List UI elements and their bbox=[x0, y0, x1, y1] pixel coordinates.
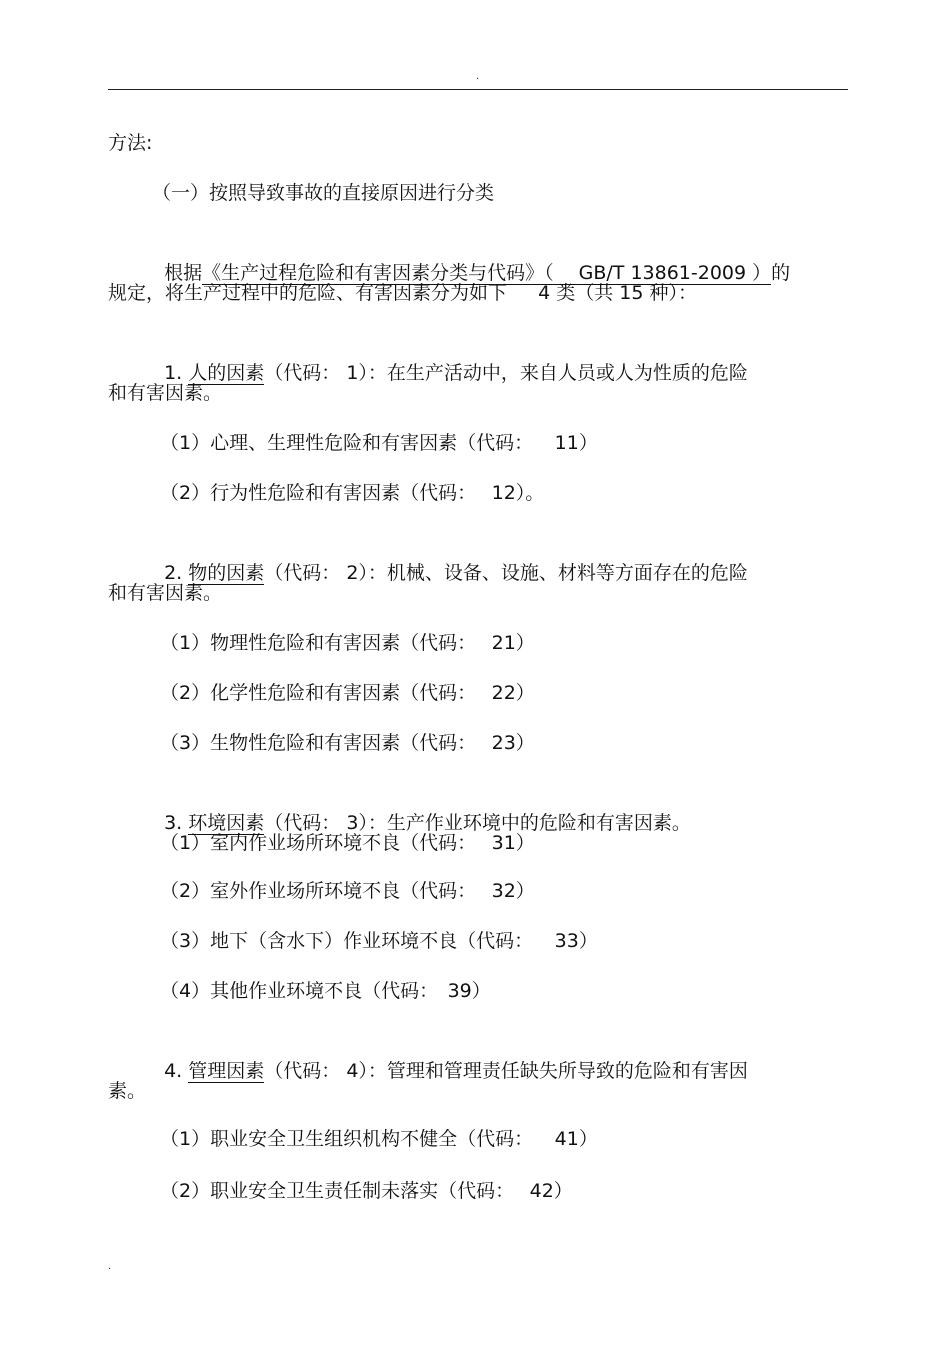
category-4-number: 4. bbox=[164, 1060, 189, 1082]
category-4-title: 管理因素 bbox=[188, 1060, 265, 1082]
category-4-desc: （代码： 4）：管理和管理责任缺失所导致的危险和有害因 bbox=[264, 1060, 748, 1082]
category-2-desc-cont: 和有害因素。 bbox=[108, 582, 223, 604]
item-33: （3）地下（含水下）作业环境不良（代码： 33） bbox=[160, 930, 598, 952]
item-42: （2）职业安全卫生责任制未落实（代码： 42） bbox=[160, 1180, 573, 1202]
category-3-desc: （代码： 3）：生产作业环境中的危险和有害因素。 bbox=[264, 812, 691, 834]
category-3-title: 环境因素 bbox=[188, 812, 265, 834]
item-23: （3）生物性危险和有害因素（代码： 23） bbox=[160, 732, 535, 754]
category-2-desc: （代码： 2）：机械、设备、设施、材料等方面存在的危险 bbox=[264, 562, 748, 584]
header-rule bbox=[108, 89, 848, 90]
item-32: （2）室外作业场所环境不良（代码： 32） bbox=[160, 880, 535, 902]
standard-reference: 《生产过程危险和有害因素分类与代码》（ GB/T 13861-2009 ） bbox=[202, 262, 772, 284]
category-1-number: 1. bbox=[164, 362, 189, 384]
category-4-desc-cont: 素。 bbox=[108, 1080, 147, 1102]
intro-line-1 bbox=[152, 228, 848, 284]
item-22: （2）化学性危险和有害因素（代码： 22） bbox=[160, 682, 535, 704]
category-2-number: 2. bbox=[164, 562, 189, 584]
item-12: （2）行为性危险和有害因素（代码： 12）。 bbox=[160, 482, 545, 504]
item-21: （1）物理性危险和有害因素（代码： 21） bbox=[160, 632, 535, 654]
category-1-desc: （代码： 1）：在生产活动中，来自人员或人为性质的危险 bbox=[264, 362, 748, 384]
category-2 bbox=[152, 528, 748, 584]
category-4 bbox=[152, 1026, 748, 1082]
item-31: （1）室内作业场所环境不良（代码： 31） bbox=[160, 832, 535, 854]
intro-line-2: 规定，将生产过程中的危险、有害因素分为如下 4 类（共 15 种）： bbox=[108, 282, 697, 304]
category-1-title: 人的因素 bbox=[188, 362, 265, 384]
category-1-desc-cont: 和有害因素。 bbox=[108, 382, 223, 404]
intro-tail: 的 bbox=[771, 262, 791, 284]
item-39: （4）其他作业环境不良（代码： 39） bbox=[160, 980, 491, 1002]
item-41: （1）职业安全卫生组织机构不健全（代码： 41） bbox=[160, 1128, 598, 1150]
category-1 bbox=[152, 328, 748, 384]
section-lead: 方法: bbox=[108, 132, 153, 154]
item-11: （1）心理、生理性危险和有害因素（代码： 11） bbox=[160, 432, 598, 454]
category-3-number: 3. bbox=[164, 812, 189, 834]
footer-dot: . bbox=[108, 1261, 112, 1272]
header-dot: . bbox=[476, 71, 480, 82]
category-3 bbox=[152, 778, 691, 834]
subsection-heading: （一）按照导致事故的直接原因进行分类 bbox=[152, 182, 495, 204]
intro-lead: 根据 bbox=[164, 262, 203, 284]
category-2-title: 物的因素 bbox=[188, 562, 265, 584]
